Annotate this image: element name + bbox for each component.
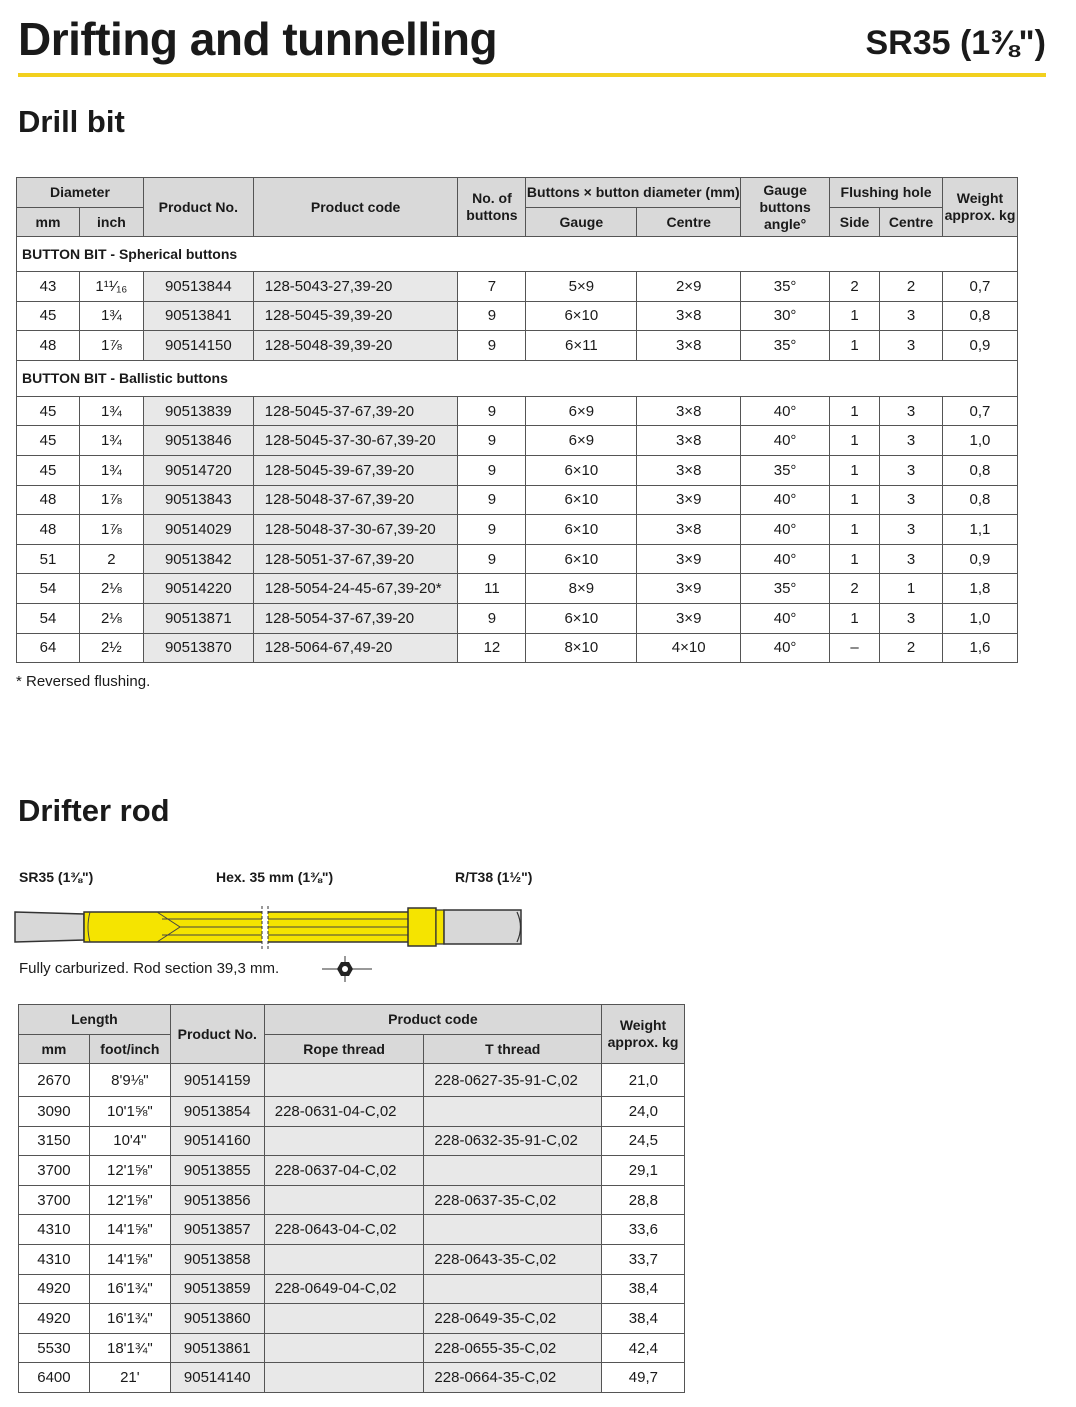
rod-label-left: SR35 (1⅜") [19, 869, 94, 885]
table-cell [264, 1333, 424, 1363]
table-cell: 9 [458, 485, 526, 515]
table-row [17, 455, 1018, 485]
table-cell: 1 [830, 603, 880, 633]
table-cell: 2 [880, 633, 943, 663]
table-cell: 128-5048-39,39-20 [253, 331, 458, 361]
drill-bit-heading: Drill bit [18, 104, 125, 139]
table-cell [424, 1274, 602, 1304]
table-row [19, 1097, 685, 1127]
title-rule [18, 73, 1046, 77]
table-cell: 9 [458, 455, 526, 485]
col-flush-centre: Centre [880, 208, 943, 237]
table-cell [264, 1304, 424, 1334]
table-cell: 2 [880, 272, 943, 302]
table-cell: 90513856 [170, 1185, 264, 1215]
table-cell: 0,7 [942, 272, 1017, 302]
col-gauge: Gauge [526, 208, 637, 237]
section-row [17, 237, 1018, 272]
table-cell: 8'9⅛" [89, 1064, 170, 1097]
col-rod-product-no: Product No. [170, 1005, 264, 1064]
table-cell: 14'1⅝" [89, 1244, 170, 1274]
table-cell [424, 1156, 602, 1186]
table-cell: 228-0664-35-C,02 [424, 1363, 602, 1393]
table-cell: 1¾ [79, 426, 143, 456]
table-cell: 33,7 [602, 1244, 685, 1274]
table-row [17, 544, 1018, 574]
table-cell: 5×9 [526, 272, 637, 302]
table-cell: 128-5045-39,39-20 [253, 301, 458, 331]
col-inch: inch [79, 208, 143, 237]
table-cell: 128-5045-39-67,39-20 [253, 455, 458, 485]
table-cell: 128-5045-37-30-67,39-20 [253, 426, 458, 456]
table-cell: 9 [458, 515, 526, 545]
col-centre: Centre [637, 208, 741, 237]
table-cell: 1¾ [79, 301, 143, 331]
table-cell: 1 [830, 426, 880, 456]
table-cell: 3×8 [637, 426, 741, 456]
table-cell: 6×10 [526, 301, 637, 331]
table-cell: 3 [880, 396, 943, 426]
table-cell: 90513860 [170, 1304, 264, 1334]
table-cell: 1,8 [942, 574, 1017, 604]
table-cell: 1,0 [942, 426, 1017, 456]
col-rod-weight: Weight approx. kg [602, 1005, 685, 1064]
table-cell: 6×10 [526, 455, 637, 485]
table-cell: 35° [741, 272, 830, 302]
table-cell: 3 [880, 544, 943, 574]
rod-shank-end [15, 912, 84, 942]
table-cell: 0,9 [942, 544, 1017, 574]
table-cell: 16'1¾" [89, 1304, 170, 1334]
section-title: BUTTON BIT - Spherical buttons [17, 237, 1018, 272]
col-flushing: Flushing hole [830, 178, 943, 208]
table-cell: 90513870 [143, 633, 253, 663]
table-cell: 3700 [19, 1156, 90, 1186]
table-cell: 1 [880, 574, 943, 604]
table-row [19, 1185, 685, 1215]
table-cell: 1,1 [942, 515, 1017, 545]
table-cell: 128-5048-37-67,39-20 [253, 485, 458, 515]
col-side: Side [830, 208, 880, 237]
table-cell: 228-0649-35-C,02 [424, 1304, 602, 1334]
table-cell: 45 [17, 396, 80, 426]
table-cell: 54 [17, 603, 80, 633]
table-cell: 38,4 [602, 1274, 685, 1304]
table-cell: 1,0 [942, 603, 1017, 633]
table-cell: 228-0643-35-C,02 [424, 1244, 602, 1274]
table-cell: 42,4 [602, 1333, 685, 1363]
drifter-rod-drawing [12, 900, 527, 955]
table-cell: 90513844 [143, 272, 253, 302]
table-cell: 128-5054-24-45-67,39-20* [253, 574, 458, 604]
table-row [17, 574, 1018, 604]
table-cell: 228-0649-04-C,02 [264, 1274, 424, 1304]
table-cell: 10'4" [89, 1126, 170, 1156]
table-cell: 90513839 [143, 396, 253, 426]
table-cell: 228-0627-35-91-C,02 [424, 1064, 602, 1097]
table-cell: 128-5064-67,49-20 [253, 633, 458, 663]
table-cell: 4310 [19, 1215, 90, 1245]
col-mm: mm [17, 208, 80, 237]
table-cell: 3 [880, 455, 943, 485]
table-cell: 18'1¾" [89, 1333, 170, 1363]
table-cell: 6×10 [526, 544, 637, 574]
table-cell: 9 [458, 331, 526, 361]
table-cell: 6×9 [526, 396, 637, 426]
table-cell: 228-0643-04-C,02 [264, 1215, 424, 1245]
table-cell: 90513843 [143, 485, 253, 515]
table-cell: 90513855 [170, 1156, 264, 1186]
table-cell: 3 [880, 426, 943, 456]
table-cell: 40° [741, 603, 830, 633]
table-cell: 2 [830, 272, 880, 302]
col-buttons: Buttons × button diameter (mm) [526, 178, 741, 208]
table-cell: 90514150 [143, 331, 253, 361]
table-cell: 2⅛ [79, 574, 143, 604]
table-cell: 90514720 [143, 455, 253, 485]
table-cell: 1¹¹⁄₁₆ [79, 272, 143, 302]
table-cell: 90513861 [170, 1333, 264, 1363]
table-cell: 3090 [19, 1097, 90, 1127]
table-row [17, 633, 1018, 663]
table-cell: 90513846 [143, 426, 253, 456]
table-cell: 228-0655-35-C,02 [424, 1333, 602, 1363]
table-cell [264, 1185, 424, 1215]
table-cell: 5530 [19, 1333, 90, 1363]
page-subtitle: SR35 (1⅜") [865, 24, 1046, 62]
table-cell: 12'1⅝" [89, 1156, 170, 1186]
rod-description: Fully carburized. Rod section 39,3 mm. [19, 960, 280, 977]
rod-collar [408, 908, 436, 946]
table-cell: 4×10 [637, 633, 741, 663]
table-cell: 3×8 [637, 396, 741, 426]
table-cell: 24,5 [602, 1126, 685, 1156]
table-cell: 1¾ [79, 455, 143, 485]
section-row [17, 360, 1018, 396]
table-cell: 40° [741, 633, 830, 663]
reversed-flushing-note: * Reversed flushing. [16, 673, 151, 690]
section-title: BUTTON BIT - Ballistic buttons [17, 360, 1018, 396]
table-cell: 49,7 [602, 1363, 685, 1393]
table-cell: 90513858 [170, 1244, 264, 1274]
table-row [17, 603, 1018, 633]
table-row [19, 1244, 685, 1274]
table-cell: 90513854 [170, 1097, 264, 1127]
table-cell: 40° [741, 485, 830, 515]
table-cell: 48 [17, 515, 80, 545]
table-cell: 90514159 [170, 1064, 264, 1097]
rod-break [262, 904, 268, 952]
col-weight: Weight approx. kg [942, 178, 1017, 237]
table-cell: 2 [79, 544, 143, 574]
table-cell: 1⅞ [79, 485, 143, 515]
table-cell: 35° [741, 331, 830, 361]
table-cell: 1 [830, 544, 880, 574]
table-cell: 1⅞ [79, 515, 143, 545]
col-gauge-angle: Gauge buttons angle° [741, 178, 830, 237]
table-cell: 1 [830, 396, 880, 426]
table-cell: 1¾ [79, 396, 143, 426]
table-cell: 128-5054-37-67,39-20 [253, 603, 458, 633]
table-cell: 3 [880, 515, 943, 545]
table-cell: 3×8 [637, 301, 741, 331]
table-cell: 3700 [19, 1185, 90, 1215]
table-row [17, 515, 1018, 545]
table-cell: 40° [741, 426, 830, 456]
table-cell: 16'1¾" [89, 1274, 170, 1304]
table-row [19, 1156, 685, 1186]
table-cell: 1 [830, 301, 880, 331]
table-cell: – [830, 633, 880, 663]
table-cell: 90513842 [143, 544, 253, 574]
col-length: Length [19, 1005, 171, 1035]
table-cell: 40° [741, 515, 830, 545]
table-cell [264, 1363, 424, 1393]
table-cell: 0,8 [942, 455, 1017, 485]
table-cell: 3 [880, 301, 943, 331]
table-cell [424, 1097, 602, 1127]
table-row [19, 1126, 685, 1156]
table-cell: 4920 [19, 1304, 90, 1334]
col-diameter: Diameter [17, 178, 144, 208]
hex-section-icon [322, 956, 372, 982]
table-cell: 90514160 [170, 1126, 264, 1156]
table-cell: 1,6 [942, 633, 1017, 663]
table-row [17, 331, 1018, 361]
table-cell: 45 [17, 301, 80, 331]
table-cell: 3×9 [637, 574, 741, 604]
table-cell: 14'1⅝" [89, 1215, 170, 1245]
table-cell: 21,0 [602, 1064, 685, 1097]
table-cell: 3150 [19, 1126, 90, 1156]
drifter-rod-heading: Drifter rod [18, 793, 170, 828]
table-cell: 9 [458, 396, 526, 426]
table-cell: 1 [830, 485, 880, 515]
table-cell: 90513871 [143, 603, 253, 633]
col-t-thread: T thread [424, 1035, 602, 1064]
col-product-code: Product code [253, 178, 458, 237]
table-cell: 1⅞ [79, 331, 143, 361]
table-cell: 90514140 [170, 1363, 264, 1393]
table-cell [264, 1244, 424, 1274]
table-cell: 48 [17, 331, 80, 361]
table-row [17, 396, 1018, 426]
col-rod-product-code: Product code [264, 1005, 601, 1035]
table-cell: 6×10 [526, 515, 637, 545]
table-cell: 9 [458, 603, 526, 633]
table-cell: 51 [17, 544, 80, 574]
page-title: Drifting and tunnelling [18, 13, 498, 65]
table-cell: 9 [458, 426, 526, 456]
drifter-rod-table [18, 1004, 685, 1393]
table-cell: 90514029 [143, 515, 253, 545]
table-cell: 28,8 [602, 1185, 685, 1215]
table-cell: 10'1⅝" [89, 1097, 170, 1127]
table-cell: 6400 [19, 1363, 90, 1393]
table-cell: 6×9 [526, 426, 637, 456]
table-cell: 0,9 [942, 331, 1017, 361]
table-cell: 1 [830, 331, 880, 361]
table-cell: 33,6 [602, 1215, 685, 1245]
table-cell: 128-5045-37-67,39-20 [253, 396, 458, 426]
table-cell: 90514220 [143, 574, 253, 604]
table-row [17, 301, 1018, 331]
table-cell: 128-5043-27,39-20 [253, 272, 458, 302]
table-cell: 3×8 [637, 515, 741, 545]
table-cell: 3 [880, 485, 943, 515]
table-cell: 6×11 [526, 331, 637, 361]
table-row [19, 1333, 685, 1363]
col-rope-thread: Rope thread [264, 1035, 424, 1064]
table-cell: 64 [17, 633, 80, 663]
table-cell: 4920 [19, 1274, 90, 1304]
table-cell: 24,0 [602, 1097, 685, 1127]
table-cell: 48 [17, 485, 80, 515]
table-cell [424, 1215, 602, 1245]
table-cell: 90513859 [170, 1274, 264, 1304]
table-cell: 43 [17, 272, 80, 302]
table-cell: 3×8 [637, 455, 741, 485]
table-cell: 35° [741, 574, 830, 604]
table-cell: 12 [458, 633, 526, 663]
table-cell: 11 [458, 574, 526, 604]
table-cell: 35° [741, 455, 830, 485]
table-cell: 12'1⅝" [89, 1185, 170, 1215]
table-cell: 7 [458, 272, 526, 302]
table-cell: 3×9 [637, 485, 741, 515]
table-cell: 40° [741, 396, 830, 426]
rod-label-right: R/T38 (1½") [455, 869, 533, 885]
table-cell: 2 [830, 574, 880, 604]
table-cell: 228-0637-35-C,02 [424, 1185, 602, 1215]
table-cell: 3 [880, 603, 943, 633]
col-product-no: Product No. [143, 178, 253, 237]
table-cell [264, 1126, 424, 1156]
table-cell: 8×10 [526, 633, 637, 663]
table-cell: 2⅛ [79, 603, 143, 633]
table-cell: 40° [741, 544, 830, 574]
rod-thread-end [444, 910, 521, 944]
table-cell: 3×9 [637, 603, 741, 633]
table-row [19, 1215, 685, 1245]
table-row [19, 1064, 685, 1097]
col-foot-inch: foot/inch [89, 1035, 170, 1064]
table-cell: 2×9 [637, 272, 741, 302]
table-cell: 2670 [19, 1064, 90, 1097]
table-cell: 90513841 [143, 301, 253, 331]
table-cell: 29,1 [602, 1156, 685, 1186]
table-row [19, 1274, 685, 1304]
table-row [19, 1363, 685, 1393]
col-rod-mm: mm [19, 1035, 90, 1064]
table-row [19, 1304, 685, 1334]
table-cell: 30° [741, 301, 830, 331]
table-cell: 45 [17, 426, 80, 456]
table-cell: 3×8 [637, 331, 741, 361]
table-row [17, 272, 1018, 302]
rod-label-middle: Hex. 35 mm (1⅜") [216, 869, 334, 885]
table-cell: 0,7 [942, 396, 1017, 426]
table-row [17, 485, 1018, 515]
table-cell: 3×9 [637, 544, 741, 574]
table-cell: 128-5051-37-67,39-20 [253, 544, 458, 574]
table-cell: 4310 [19, 1244, 90, 1274]
table-cell: 45 [17, 455, 80, 485]
table-cell: 54 [17, 574, 80, 604]
col-no-buttons: No. of buttons [458, 178, 526, 237]
table-cell: 90513857 [170, 1215, 264, 1245]
drill-bit-table [16, 177, 1018, 663]
table-cell: 9 [458, 301, 526, 331]
table-cell: 1 [830, 455, 880, 485]
table-cell: 228-0632-35-91-C,02 [424, 1126, 602, 1156]
table-cell: 0,8 [942, 301, 1017, 331]
table-cell: 6×10 [526, 603, 637, 633]
table-cell: 228-0637-04-C,02 [264, 1156, 424, 1186]
table-cell: 38,4 [602, 1304, 685, 1334]
table-cell: 1 [830, 515, 880, 545]
table-cell [264, 1064, 424, 1097]
table-cell: 21' [89, 1363, 170, 1393]
table-cell: 9 [458, 544, 526, 574]
table-cell: 3 [880, 331, 943, 361]
table-cell: 128-5048-37-30-67,39-20 [253, 515, 458, 545]
table-cell: 228-0631-04-C,02 [264, 1097, 424, 1127]
table-cell: 0,8 [942, 485, 1017, 515]
table-cell: 8×9 [526, 574, 637, 604]
table-cell: 2½ [79, 633, 143, 663]
table-row [17, 426, 1018, 456]
table-cell: 6×10 [526, 485, 637, 515]
